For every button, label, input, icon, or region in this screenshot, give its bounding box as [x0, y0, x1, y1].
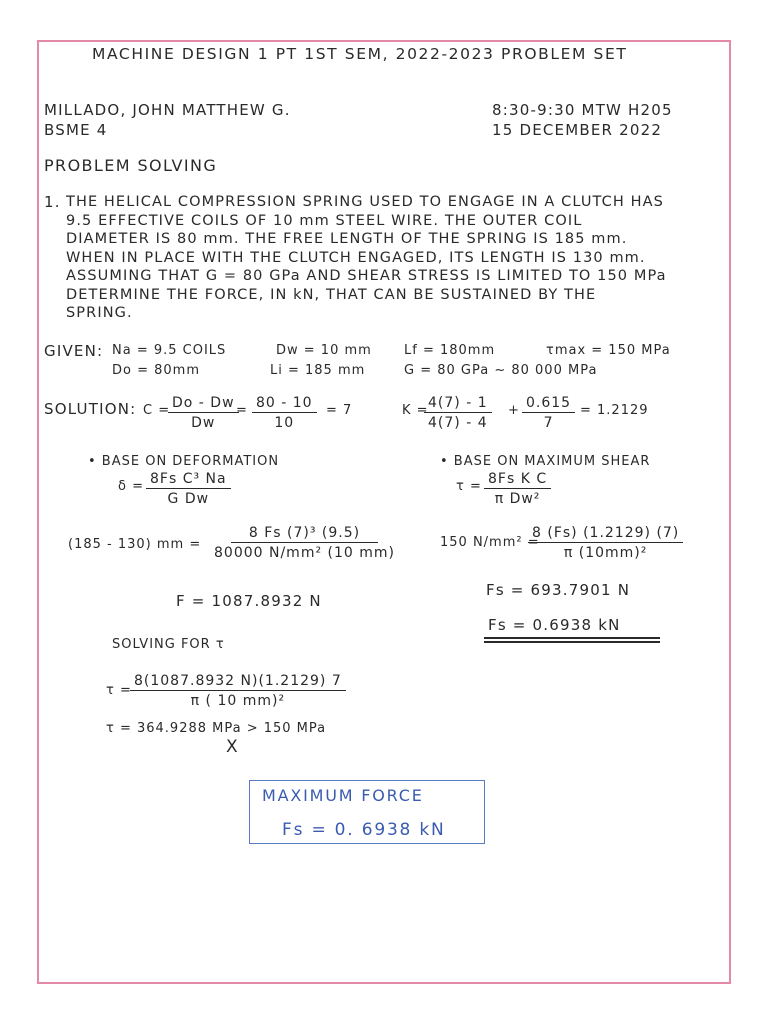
solving-for-tau: SOLVING FOR τ: [112, 637, 225, 652]
c-result: = 7: [326, 403, 353, 418]
given-g: G = 80 GPa ~ 80 000 MPa: [404, 363, 598, 378]
deformation-formula: [146, 472, 231, 506]
page-title: MACHINE DESIGN 1 PT 1ST SEM, 2022-2023 PROBLEM SET: [92, 45, 628, 63]
problem-line: DETERMINE THE FORCE, IN kN, THAT CAN BE SUSTAINED BY THE: [66, 286, 597, 303]
tau-check-fraction: [130, 674, 346, 708]
shear-formula-lhs: τ =: [456, 479, 482, 494]
answer-label: MAXIMUM FORCE: [262, 786, 424, 805]
student-name: MILLADO, JOHN MATTHEW G.: [44, 101, 291, 119]
final-underline: [484, 641, 660, 643]
given-li: Li = 185 mm: [270, 363, 366, 378]
deformation-formula-lhs: δ =: [118, 479, 144, 494]
deformation-substitution: [210, 526, 399, 560]
k-plus: +: [508, 403, 520, 418]
shear-sub-numerator: 8 (Fs) (1.2129) (7): [528, 526, 683, 543]
deformation-heading: • BASE ON DEFORMATION: [88, 454, 280, 469]
deformation-sub-denominator: 80000 N/mm² (10 mm): [214, 545, 395, 561]
c-fraction: [168, 396, 239, 430]
k-denominator-1: 4(7) - 4: [428, 415, 488, 431]
submission-date: 15 DECEMBER 2022: [492, 121, 663, 139]
deformation-sub-numerator: 8 Fs (7)³ (9.5): [231, 526, 378, 543]
c-fraction-values: [252, 396, 317, 430]
given-do: Do = 80mm: [112, 363, 200, 378]
section-title: PROBLEM SOLVING: [44, 156, 218, 175]
shear-final-result: Fs = 0.6938 kN: [488, 616, 621, 634]
problem-line: THE HELICAL COMPRESSION SPRING USED TO ENGAGE IN A CLUTCH HAS: [66, 194, 664, 210]
shear-heading: • BASE ON MAXIMUM SHEAR: [440, 454, 651, 469]
k-denominator-2: 7: [543, 415, 554, 431]
tau-check-result: τ = 364.9288 MPa > 150 MPa: [106, 721, 327, 736]
shear-sub-lhs: 150 N/mm² =: [440, 535, 540, 550]
final-underline: [484, 637, 660, 639]
c-denominator: Dw: [191, 415, 216, 431]
deformation-formula-numerator: 8Fs C³ Na: [146, 472, 231, 489]
problem-line: DIAMETER IS 80 mm. THE FREE LENGTH OF THE SPRING IS 185 mm.: [66, 231, 628, 247]
k-numerator-2: 0.615: [522, 396, 575, 413]
shear-force-result: Fs = 693.7901 N: [486, 581, 631, 599]
tau-check-denominator: π ( 10 mm)²: [190, 693, 286, 709]
c-equals: =: [236, 403, 248, 418]
rejected-mark: X: [226, 737, 239, 757]
deformation-formula-denominator: G Dw: [167, 491, 210, 507]
given-lf: Lf = 180mm: [404, 343, 496, 358]
k-fraction-1: [424, 396, 492, 430]
class-schedule: 8:30-9:30 MTW H205: [492, 101, 673, 119]
given-na: Na = 9.5 COILS: [112, 343, 227, 358]
problem-line: SPRING.: [66, 305, 133, 321]
k-fraction-2: [522, 396, 575, 430]
deformation-sub-lhs: (185 - 130) mm =: [68, 537, 202, 552]
c-denominator-values: 10: [274, 415, 295, 431]
shear-formula-denominator: π Dw²: [494, 491, 541, 507]
deformation-force-result: F = 1087.8932 N: [176, 592, 322, 610]
given-dw: Dw = 10 mm: [276, 343, 372, 358]
shear-formula-numerator: 8Fs K C: [484, 472, 551, 489]
shear-substitution: [528, 526, 683, 560]
answer-value: Fs = 0. 6938 kN: [282, 820, 446, 840]
student-course: BSME 4: [44, 121, 108, 139]
k-result: = 1.2129: [580, 403, 649, 418]
tau-lhs: τ =: [106, 683, 132, 698]
problem-line: 9.5 EFFECTIVE COILS OF 10 mm STEEL WIRE. THE OUTER COIL: [66, 212, 583, 229]
tau-check-numerator: 8(1087.8932 N)(1.2129) 7: [130, 674, 346, 691]
problem-statement: [66, 193, 726, 323]
problem-line: ASSUMING THAT G = 80 GPa AND SHEAR STRESS IS LIMITED TO 150 MPa: [66, 268, 667, 284]
given-label: GIVEN:: [44, 342, 104, 360]
c-numerator-values: 80 - 10: [252, 396, 317, 413]
shear-formula: [484, 472, 551, 506]
shear-sub-denominator: π (10mm)²: [563, 545, 648, 561]
problem-number: 1.: [44, 193, 61, 211]
k-numerator-1: 4(7) - 1: [424, 396, 492, 413]
c-numerator: Do - Dw: [168, 396, 239, 413]
solution-label: SOLUTION:: [44, 400, 137, 418]
problem-line: WHEN IN PLACE WITH THE CLUTCH ENGAGED, ITS LENGTH IS 130 mm.: [66, 249, 646, 266]
c-lhs: C =: [143, 403, 171, 418]
given-tmax: τmax = 150 MPa: [546, 343, 671, 358]
k-lhs: K =: [402, 403, 429, 418]
